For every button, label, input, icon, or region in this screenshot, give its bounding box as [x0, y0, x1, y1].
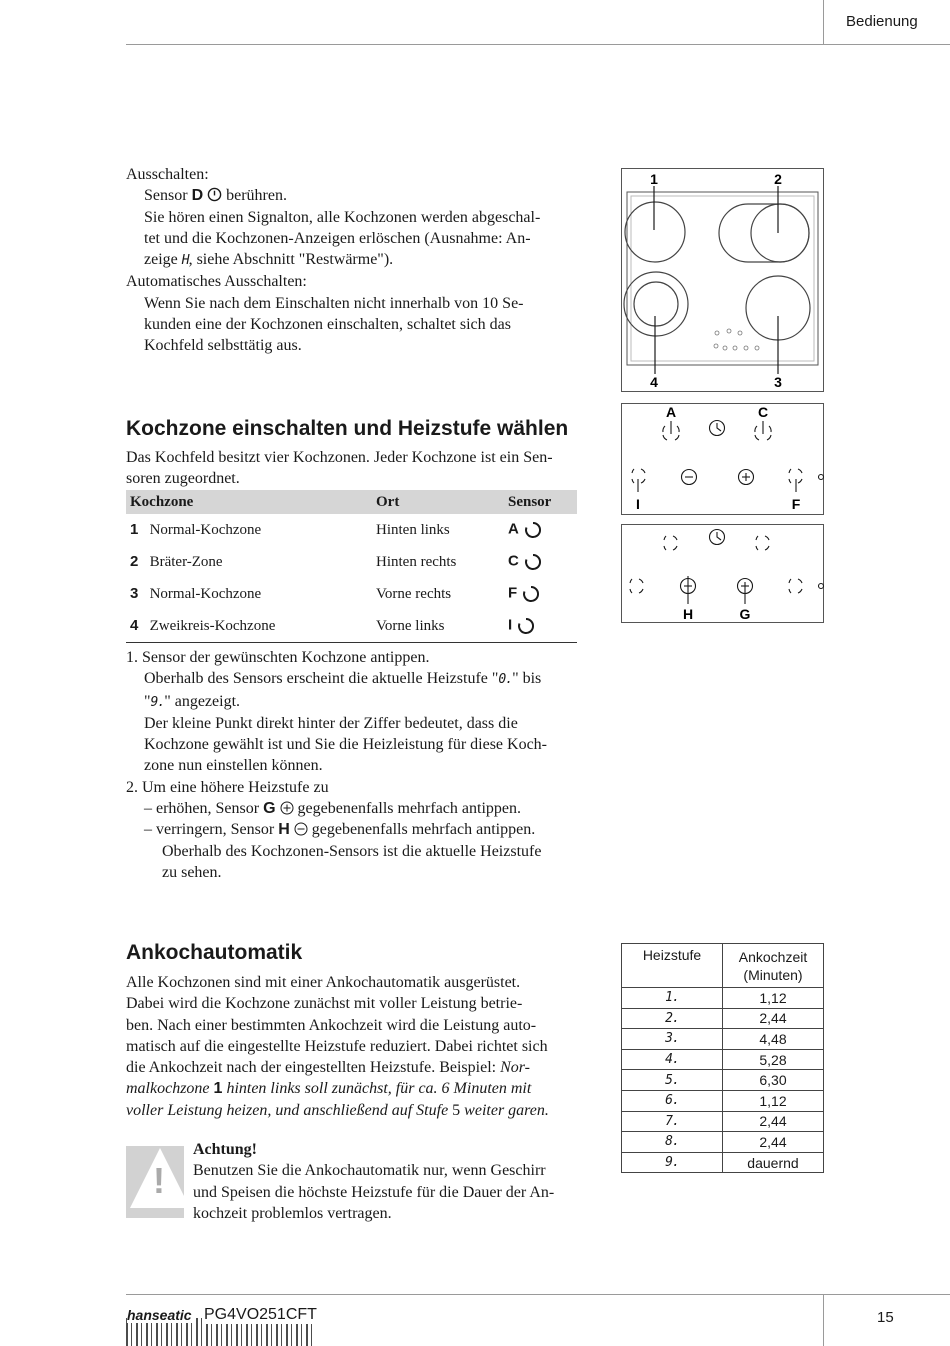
section2-body: Alle Kochzonen sind mit einer Ankochautomatik ausgerüstet. Dabei wird die Kochzone zunächst mit voller Leistung betrie- ben. Nach einer bestimmten Ankochzeit wird die Leistung auto- matisch auf die eingestellte Heizstufe reduziert. Dabei richtet sich die Ankochzeit nach der eingestellten Heizstufe. Beispiel: Nor- malkochzone 1 hinten links soll zunächst, für ca. 6 Minuten mit voller Leistung heizen, und anschließend auf Stufe 5 weiter garen. [126, 974, 549, 1119]
off-heading: Ausschalten: [126, 166, 209, 183]
section-title-kochzone: Kochzone einschalten und Heizstufe wählen [126, 417, 569, 440]
warning-exclamation: ! [153, 1160, 165, 1201]
footer-rule [126, 1294, 950, 1295]
zone-table [126, 490, 577, 643]
col-ort: Ort [372, 490, 504, 514]
panel-label-g: G [739, 606, 751, 622]
table-row: 5. 6,30 [622, 1070, 824, 1091]
steps-block: 1. Sensor der gewünschten Kochzone antippen. Oberhalb des Sensors erscheint die aktuelle Heizstufe "0." bis "9." angezeigt. Der kleine Punkt direkt hinter der Ziffer bedeutet, dass die Kochzone gewählt ist und Sie die Heizleistung für diese Koch- zone nun einstellen können. 2. Um eine höhere Heizstufe zu – erhöhen, Sensor G gegebenenfalls mehrfach antippen. – verringern, Sensor H gegebenenfalls mehrfach antippen. Oberhalb des Kochzonen-Sensors ist die aktuelle Heizstufe zu sehen. [126, 649, 547, 881]
auto-off-heading: Automatisches Ausschalten: [126, 273, 307, 291]
table-row: 9. dauernd [622, 1152, 824, 1173]
table-row: 1 Normal-Kochzone Hinten links A [126, 514, 577, 546]
warning-icon [126, 1146, 184, 1218]
col-ankochzeit: Ankochzeit (Minuten) [723, 944, 824, 988]
panel-label-a: A [665, 404, 677, 420]
control-panel-diagram-power [621, 524, 826, 624]
plus-circle-icon [280, 801, 294, 815]
sensor-ring-icon [521, 584, 541, 604]
section-title-ankochautomatik: Ankochautomatik [126, 941, 303, 964]
col-heizstufe: Heizstufe [622, 944, 723, 988]
table-row: 3 Normal-Kochzone Vorne rechts F [126, 578, 577, 610]
power-icon [207, 187, 222, 202]
sensor-ring-icon [516, 616, 536, 636]
page-number: 15 [877, 1309, 894, 1326]
footer-divider [823, 1294, 824, 1346]
control-panel-diagram-sensors [621, 403, 826, 516]
hob-label-4: 4 [650, 374, 658, 390]
sensor-d-label: D [191, 187, 204, 205]
table-row: 1. 1,12 [622, 988, 824, 1009]
ankochzeit-table [621, 943, 824, 1173]
minus-circle-icon [294, 822, 308, 836]
table-row: 8. 2,44 [622, 1132, 824, 1153]
hob-label-3: 3 [774, 374, 782, 390]
col-sensor: Sensor [504, 490, 577, 514]
header-section-title: Bedienung [846, 13, 918, 30]
table-row: 2 Bräter-Zone Hinten rechts C [126, 546, 577, 578]
footer-brand-logo: hanseatic [127, 1307, 195, 1323]
footer-model: PG4VO251CFT [204, 1306, 317, 1323]
hob-label-2: 2 [774, 171, 782, 187]
sensor-g-label: G [263, 800, 276, 818]
warning-title: Achtung! [193, 1141, 258, 1158]
panel-label-h: H [682, 606, 694, 622]
table-row: 6. 1,12 [622, 1090, 824, 1111]
panel-label-f: F [791, 496, 801, 512]
hob-label-1: 1 [650, 171, 658, 187]
intro-block: Ausschalten: Sensor D berühren. Sie hören einen Signalton, alle Kochzonen werden abgeschal- tet und die Kochzonen-Anzeigen erlöschen (Ausnahme: An- zeige H, siehe Abschnitt "Restwärme"). Automatisches Ausschalten: Wenn Sie nach dem Einschalten nicht innerhalb von 10 Se- kunden eine der Kochzonen einschalten, schaltet sich das Kochfeld selbsttätig aus. [126, 164, 586, 357]
sensor-h-label: H [278, 821, 290, 839]
table-row: 2. 2,44 [622, 1008, 824, 1029]
section1-intro: Das Kochfeld besitzt vier Kochzonen. Jeder Kochzone ist ein Sen- soren zugeordnet. [126, 449, 553, 488]
panel-label-c: C [757, 404, 769, 420]
table-row: 3. 4,48 [622, 1029, 824, 1050]
zone-table-header [126, 490, 577, 514]
table-row: 4 Zweikreis-Kochzone Vorne links I [126, 610, 577, 643]
table-row: 7. 2,44 [622, 1111, 824, 1132]
sensor-ring-icon [523, 552, 543, 572]
panel-label-i: I [636, 496, 640, 512]
sensor-ring-icon [523, 520, 543, 540]
col-kochzone: Kochzone [126, 490, 372, 514]
off-sensor-line: Sensor D berühren. [144, 187, 287, 205]
hob-diagram [621, 168, 824, 392]
header-rule [126, 44, 950, 45]
residual-heat-display: H [181, 253, 189, 269]
warning-text: Achtung! Benutzen Sie die Ankochautomatik nur, wenn Geschirr und Speisen die höchste Heizstufe für die Dauer der An- kochzeit problemlos vertragen. [193, 1139, 585, 1224]
table-row: 4. 5,28 [622, 1049, 824, 1070]
header-divider [823, 0, 824, 44]
